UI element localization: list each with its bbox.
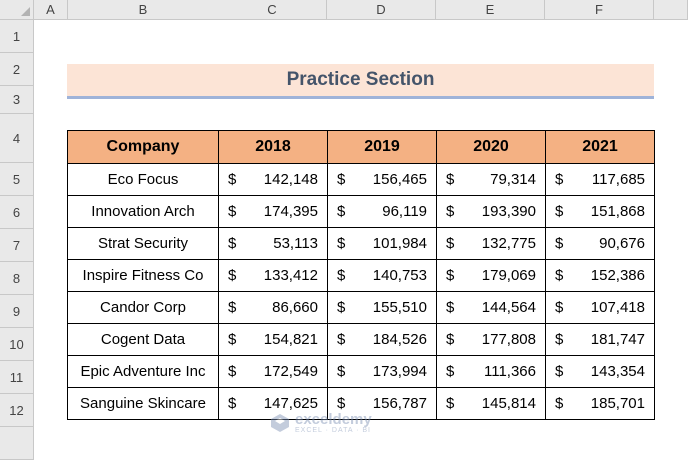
currency-symbol: $ [228, 203, 237, 220]
value-cell[interactable] [328, 260, 437, 292]
amount: 156,465 [372, 171, 427, 188]
amount: 53,113 [273, 235, 318, 252]
row-header-blank [0, 427, 34, 460]
value-cell[interactable] [328, 228, 437, 260]
exceldemy-logo-icon [270, 413, 290, 433]
watermark-name: exceldemy [295, 411, 372, 428]
select-all-triangle-icon [21, 7, 30, 16]
currency-value [437, 164, 545, 195]
title-underline [67, 96, 654, 99]
value-cell[interactable] [546, 388, 655, 420]
amount: 143,354 [590, 363, 645, 380]
amount: 111,366 [484, 363, 536, 380]
currency-symbol: $ [555, 267, 564, 284]
currency-symbol: $ [555, 203, 564, 220]
table-row [68, 324, 655, 356]
currency-symbol: $ [446, 203, 455, 220]
currency-value [437, 356, 545, 387]
amount: 145,814 [481, 395, 536, 412]
amount: 185,701 [590, 395, 645, 412]
watermark-tagline: EXCEL · DATA · BI [295, 427, 371, 434]
value-cell[interactable] [546, 164, 655, 196]
currency-symbol: $ [228, 395, 237, 412]
currency-symbol: $ [555, 395, 564, 412]
currency-value [437, 324, 545, 355]
amount: 133,412 [263, 267, 318, 284]
currency-value [219, 164, 327, 195]
currency-symbol: $ [337, 395, 346, 412]
currency-symbol: $ [555, 235, 564, 252]
value-cell[interactable] [328, 196, 437, 228]
amount: 96,119 [382, 203, 427, 220]
value-cell[interactable] [437, 292, 546, 324]
amount: 193,390 [481, 203, 536, 220]
currency-value [546, 324, 654, 355]
amount: 90,676 [599, 235, 645, 252]
currency-symbol: $ [446, 395, 455, 412]
row-header-11[interactable]: 11 [0, 361, 34, 394]
row-header-4[interactable]: 4 [0, 114, 34, 163]
table-row [68, 292, 655, 324]
currency-value [437, 388, 545, 419]
column-header-e[interactable]: E [436, 0, 545, 20]
row-header-2[interactable]: 2 [0, 53, 34, 86]
amount: 152,386 [590, 267, 645, 284]
currency-symbol: $ [228, 267, 237, 284]
currency-symbol: $ [555, 363, 564, 380]
company-cell[interactable]: Candor Corp [68, 292, 219, 324]
header-2019[interactable]: 2019 [328, 131, 437, 164]
amount: 142,148 [263, 171, 318, 188]
currency-value [546, 196, 654, 227]
amount: 144,564 [481, 299, 536, 316]
value-cell[interactable] [437, 228, 546, 260]
currency-symbol: $ [446, 363, 455, 380]
currency-value [437, 228, 545, 259]
company-cell[interactable]: Cogent Data [68, 324, 219, 356]
header-2018[interactable]: 2018 [219, 131, 328, 164]
row-header-12[interactable]: 12 [0, 394, 34, 427]
currency-symbol: $ [446, 235, 455, 252]
amount: 154,821 [263, 331, 318, 348]
value-cell[interactable] [437, 356, 546, 388]
value-cell[interactable] [546, 292, 655, 324]
practice-section-title[interactable]: Practice Section [67, 64, 654, 96]
amount: 172,549 [263, 363, 318, 380]
header-row [68, 131, 655, 164]
currency-value [437, 260, 545, 291]
currency-value [328, 196, 436, 227]
company-cell[interactable]: Innovation Arch [68, 196, 219, 228]
value-cell[interactable] [219, 356, 328, 388]
currency-symbol: $ [337, 171, 346, 188]
value-cell[interactable] [219, 164, 328, 196]
amount: 79,314 [490, 171, 536, 188]
amount: 184,526 [372, 331, 427, 348]
value-cell[interactable] [328, 292, 437, 324]
table-row [68, 228, 655, 260]
currency-value [219, 228, 327, 259]
column-header-a[interactable]: A [34, 0, 68, 20]
currency-value [328, 292, 436, 323]
value-cell[interactable] [219, 292, 328, 324]
currency-symbol: $ [228, 171, 237, 188]
currency-symbol: $ [228, 235, 237, 252]
currency-symbol: $ [337, 331, 346, 348]
table-row [68, 356, 655, 388]
currency-symbol: $ [337, 235, 346, 252]
header-2020[interactable]: 2020 [437, 131, 546, 164]
column-header-b[interactable]: B [68, 0, 219, 20]
amount: 179,069 [481, 267, 536, 284]
amount: 117,685 [591, 171, 645, 188]
amount: 174,395 [263, 203, 318, 220]
value-cell[interactable] [546, 356, 655, 388]
amount: 177,808 [481, 331, 536, 348]
company-cell[interactable]: Strat Security [68, 228, 219, 260]
currency-value [328, 324, 436, 355]
amount: 101,984 [372, 235, 427, 252]
currency-symbol: $ [228, 363, 237, 380]
amount: 155,510 [372, 299, 427, 316]
currency-value [328, 228, 436, 259]
currency-value [219, 196, 327, 227]
value-cell[interactable] [437, 324, 546, 356]
amount: 140,753 [372, 267, 427, 284]
company-cell[interactable]: Inspire Fitness Co [68, 260, 219, 292]
row-header-3[interactable]: 3 [0, 86, 34, 114]
amount: 156,787 [372, 395, 427, 412]
table-row [68, 196, 655, 228]
currency-value [546, 292, 654, 323]
currency-value [328, 164, 436, 195]
value-cell[interactable] [437, 164, 546, 196]
amount: 181,747 [590, 331, 645, 348]
row-header-8[interactable]: 8 [0, 262, 34, 295]
value-cell[interactable] [546, 196, 655, 228]
header-company[interactable]: Company [68, 131, 219, 164]
row-header-6[interactable]: 6 [0, 196, 34, 229]
currency-symbol: $ [337, 299, 346, 316]
value-cell[interactable] [437, 260, 546, 292]
currency-value [219, 292, 327, 323]
amount: 151,868 [590, 203, 645, 220]
amount: 107,418 [590, 299, 645, 316]
value-cell[interactable] [437, 196, 546, 228]
currency-symbol: $ [555, 171, 564, 188]
currency-symbol: $ [446, 171, 455, 188]
company-cell[interactable]: Epic Adventure Inc [68, 356, 219, 388]
currency-value [219, 356, 327, 387]
amount: 86,660 [272, 299, 318, 316]
value-cell[interactable] [219, 228, 328, 260]
currency-symbol: $ [446, 331, 455, 348]
currency-value [328, 356, 436, 387]
company-cell[interactable]: Eco Focus [68, 164, 219, 196]
select-all-corner[interactable] [0, 0, 34, 20]
currency-symbol: $ [555, 299, 564, 316]
amount: 132,775 [481, 235, 536, 252]
currency-symbol: $ [337, 363, 346, 380]
table-row [68, 164, 655, 196]
row-header-1[interactable]: 1 [0, 20, 34, 53]
currency-value [546, 164, 654, 195]
currency-symbol: $ [446, 267, 455, 284]
currency-value [437, 196, 545, 227]
value-cell[interactable] [328, 356, 437, 388]
currency-value [219, 324, 327, 355]
currency-value [546, 260, 654, 291]
currency-value [437, 292, 545, 323]
value-cell[interactable] [328, 324, 437, 356]
row-header-7[interactable]: 7 [0, 229, 34, 262]
currency-value [328, 260, 436, 291]
row-header-10[interactable]: 10 [0, 328, 34, 361]
currency-value [546, 228, 654, 259]
value-cell[interactable] [546, 228, 655, 260]
amount: 147,625 [263, 395, 318, 412]
currency-value [546, 388, 654, 419]
currency-value [546, 356, 654, 387]
column-header-f[interactable]: F [545, 0, 654, 20]
currency-symbol: $ [337, 203, 346, 220]
currency-symbol: $ [228, 331, 237, 348]
value-cell[interactable] [219, 324, 328, 356]
value-cell[interactable] [437, 388, 546, 420]
row-header-9[interactable]: 9 [0, 295, 34, 328]
currency-value [219, 260, 327, 291]
data-table [67, 130, 655, 420]
value-cell[interactable] [219, 260, 328, 292]
currency-symbol: $ [337, 267, 346, 284]
header-2021[interactable]: 2021 [546, 131, 655, 164]
table-row [68, 260, 655, 292]
currency-symbol: $ [555, 331, 564, 348]
row-header-5[interactable]: 5 [0, 163, 34, 196]
currency-symbol: $ [446, 299, 455, 316]
value-cell[interactable] [219, 196, 328, 228]
column-header-c[interactable]: C [218, 0, 327, 20]
column-header-blank [654, 0, 688, 20]
amount: 173,994 [372, 363, 427, 380]
column-header-d[interactable]: D [327, 0, 436, 20]
company-cell[interactable]: Sanguine Skincare [68, 388, 219, 420]
exceldemy-watermark [270, 412, 372, 434]
value-cell[interactable] [546, 324, 655, 356]
value-cell[interactable] [546, 260, 655, 292]
currency-symbol: $ [228, 299, 237, 316]
value-cell[interactable] [328, 164, 437, 196]
